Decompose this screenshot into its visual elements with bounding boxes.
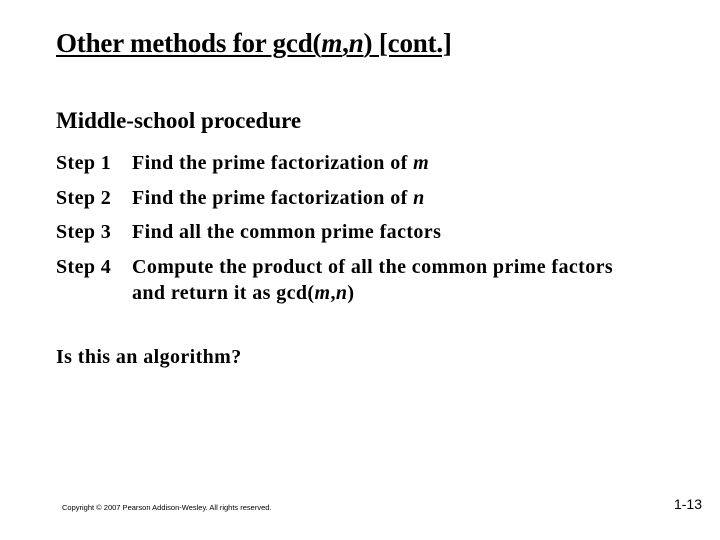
copyright-notice: Copyright © 2007 Pearson Addison-Wesley. All rights reserved. bbox=[62, 503, 272, 512]
step-row bbox=[56, 181, 706, 216]
page-number: 1-13 bbox=[673, 496, 702, 512]
step-text-continuation bbox=[132, 280, 613, 306]
cont-separator: , bbox=[330, 282, 336, 304]
slide-title bbox=[56, 28, 452, 59]
cont-var-n: n bbox=[335, 282, 348, 304]
title-suffix: ) [cont.] bbox=[363, 28, 452, 58]
step-label: Step 2 bbox=[56, 186, 112, 209]
question-text: Is this an algorithm? bbox=[56, 346, 242, 368]
step-text-main: Find all the common prime factors bbox=[132, 221, 442, 243]
step-text bbox=[132, 181, 425, 216]
step-var: n bbox=[413, 186, 425, 209]
step-label: Step 3 bbox=[56, 221, 112, 243]
cont-paren-close: ) bbox=[347, 282, 355, 304]
step-text bbox=[132, 215, 441, 250]
step-text bbox=[132, 146, 429, 181]
step-var: m bbox=[413, 152, 430, 174]
step-text-main: Find the prime factorization of bbox=[132, 152, 414, 174]
step-text-main: Find the prime factorization of bbox=[132, 186, 414, 209]
cont-paren-open: ( bbox=[307, 282, 315, 304]
step-text-main: Compute the product of all the common prime factors bbox=[132, 255, 614, 278]
step-label: Step 1 bbox=[56, 152, 112, 174]
title-var-m: m bbox=[321, 28, 343, 58]
title-separator: , bbox=[342, 28, 349, 58]
step-row bbox=[56, 146, 706, 181]
title-prefix: Other methods for gcd( bbox=[56, 28, 322, 58]
step-label: Step 4 bbox=[56, 255, 112, 278]
title-var-n: n bbox=[348, 28, 364, 58]
slide-subtitle: Middle-school procedure bbox=[56, 108, 302, 133]
cont-var-m: m bbox=[314, 282, 331, 304]
step-row bbox=[56, 250, 706, 307]
step-text bbox=[132, 250, 613, 307]
steps-list bbox=[56, 146, 706, 306]
cont-prefix: and return it as gcd bbox=[132, 282, 308, 304]
step-row bbox=[56, 215, 706, 250]
